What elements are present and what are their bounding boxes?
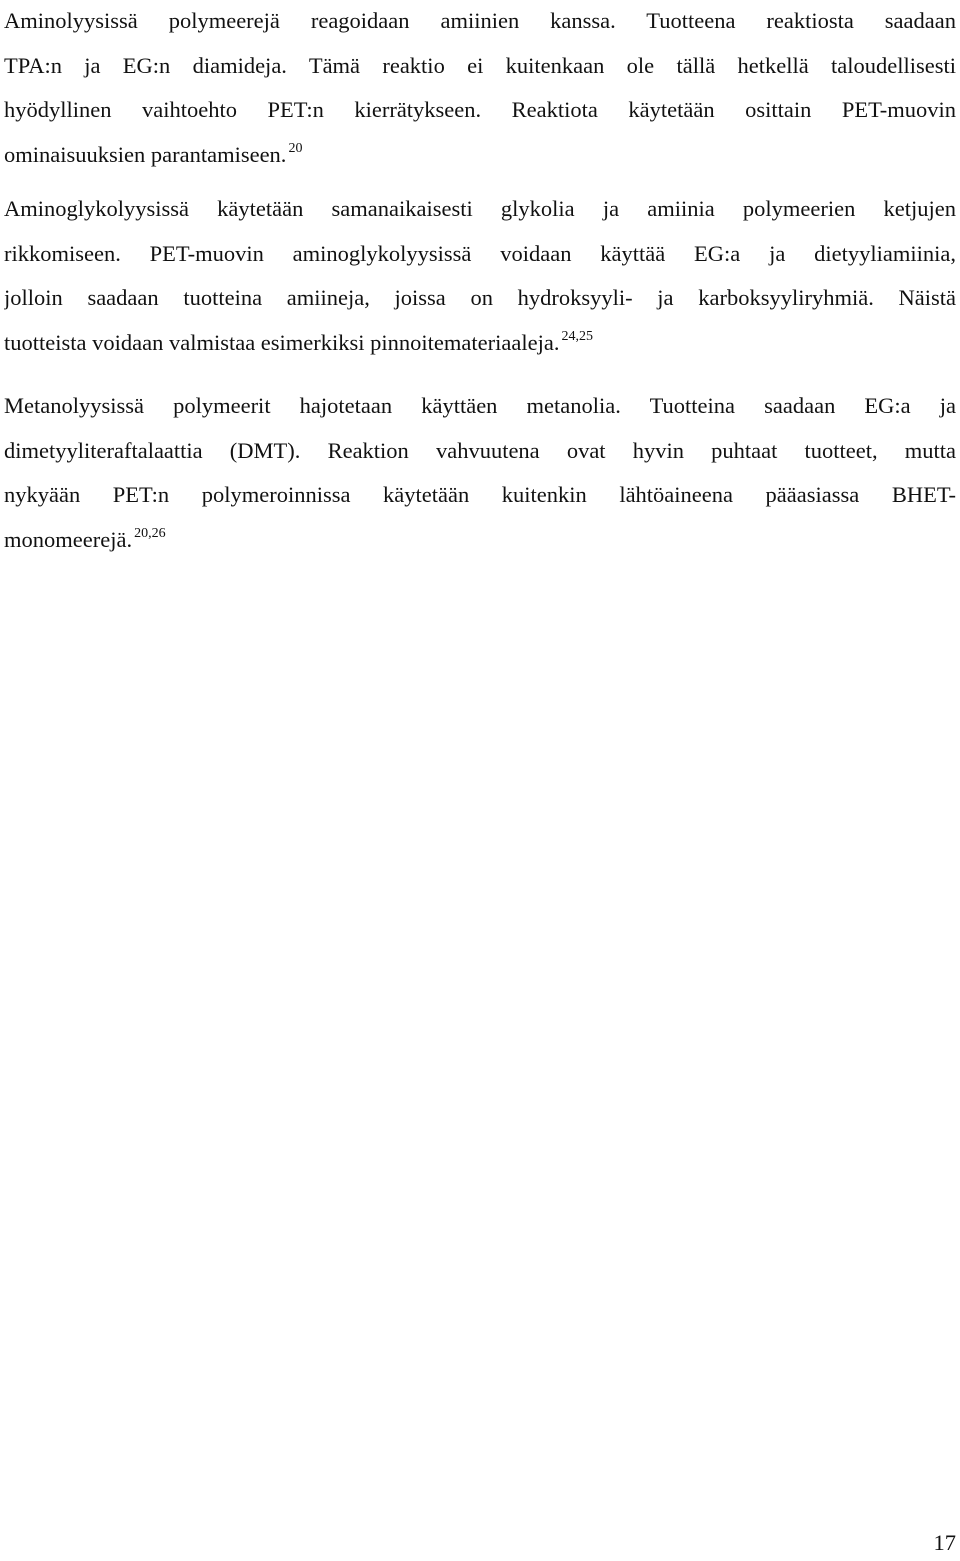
text-line: hyödyllinen vaihtoehto PET:n kierrätykseen. Reaktiota käytetään osittain PET-muovin bbox=[4, 97, 956, 122]
text-line-content: monomeerejä. bbox=[4, 526, 133, 552]
text-line bbox=[4, 321, 956, 370]
paragraph-aminoglycolysis bbox=[4, 187, 956, 369]
text-line: TPA:n ja EG:n diamideja. Tämä reaktio ei kuitenkaan ole tällä hetkellä taloudellisesti bbox=[4, 52, 956, 78]
text-line bbox=[4, 518, 956, 567]
text-line: Metanolyysissä polymeerit hajotetaan käyttäen metanolia. Tuotteina saadaan EG:a ja bbox=[4, 393, 956, 418]
page-number: 17 bbox=[933, 1530, 956, 1555]
text-line-content: ominaisuuksien parantamiseen. bbox=[4, 141, 287, 167]
reference-superscript: 20,26 bbox=[134, 525, 166, 541]
text-line: jolloin saadaan tuotteina amiineja, joissa on hydroksyyli- ja karboksyyliryhmiä. Näistä bbox=[4, 285, 956, 310]
text-line bbox=[4, 133, 956, 182]
text-line: dimetyyliteraftalaattia (DMT). Reaktion vahvuutena ovat hyvin puhtaat tuotteet, mutta bbox=[4, 437, 956, 463]
text-line: Aminolyysissä polymeerejä reagoidaan amiinien kanssa. Tuotteena reaktiosta saadaan bbox=[4, 8, 956, 33]
text-line: Aminoglykolyysissä käytetään samanaikaisesti glykolia ja amiinia polymeerien ketjujen bbox=[4, 196, 956, 221]
paragraph-aminolysis bbox=[4, 0, 956, 181]
text-line-content: tuotteista voidaan valmistaa esimerkiksi pinnoitemateriaaleja. bbox=[4, 329, 560, 355]
text-line: rikkomiseen. PET-muovin aminoglykolyysissä voidaan käyttää EG:a ja dietyyliamiinia, bbox=[4, 240, 956, 266]
reference-superscript: 24,25 bbox=[561, 328, 593, 344]
text-line: nykyään PET:n polymeroinnissa käytetään kuitenkin lähtöaineena pääasiassa BHET- bbox=[4, 482, 956, 507]
paragraph-methanolysis bbox=[4, 384, 956, 566]
reference-superscript: 20 bbox=[288, 140, 303, 156]
